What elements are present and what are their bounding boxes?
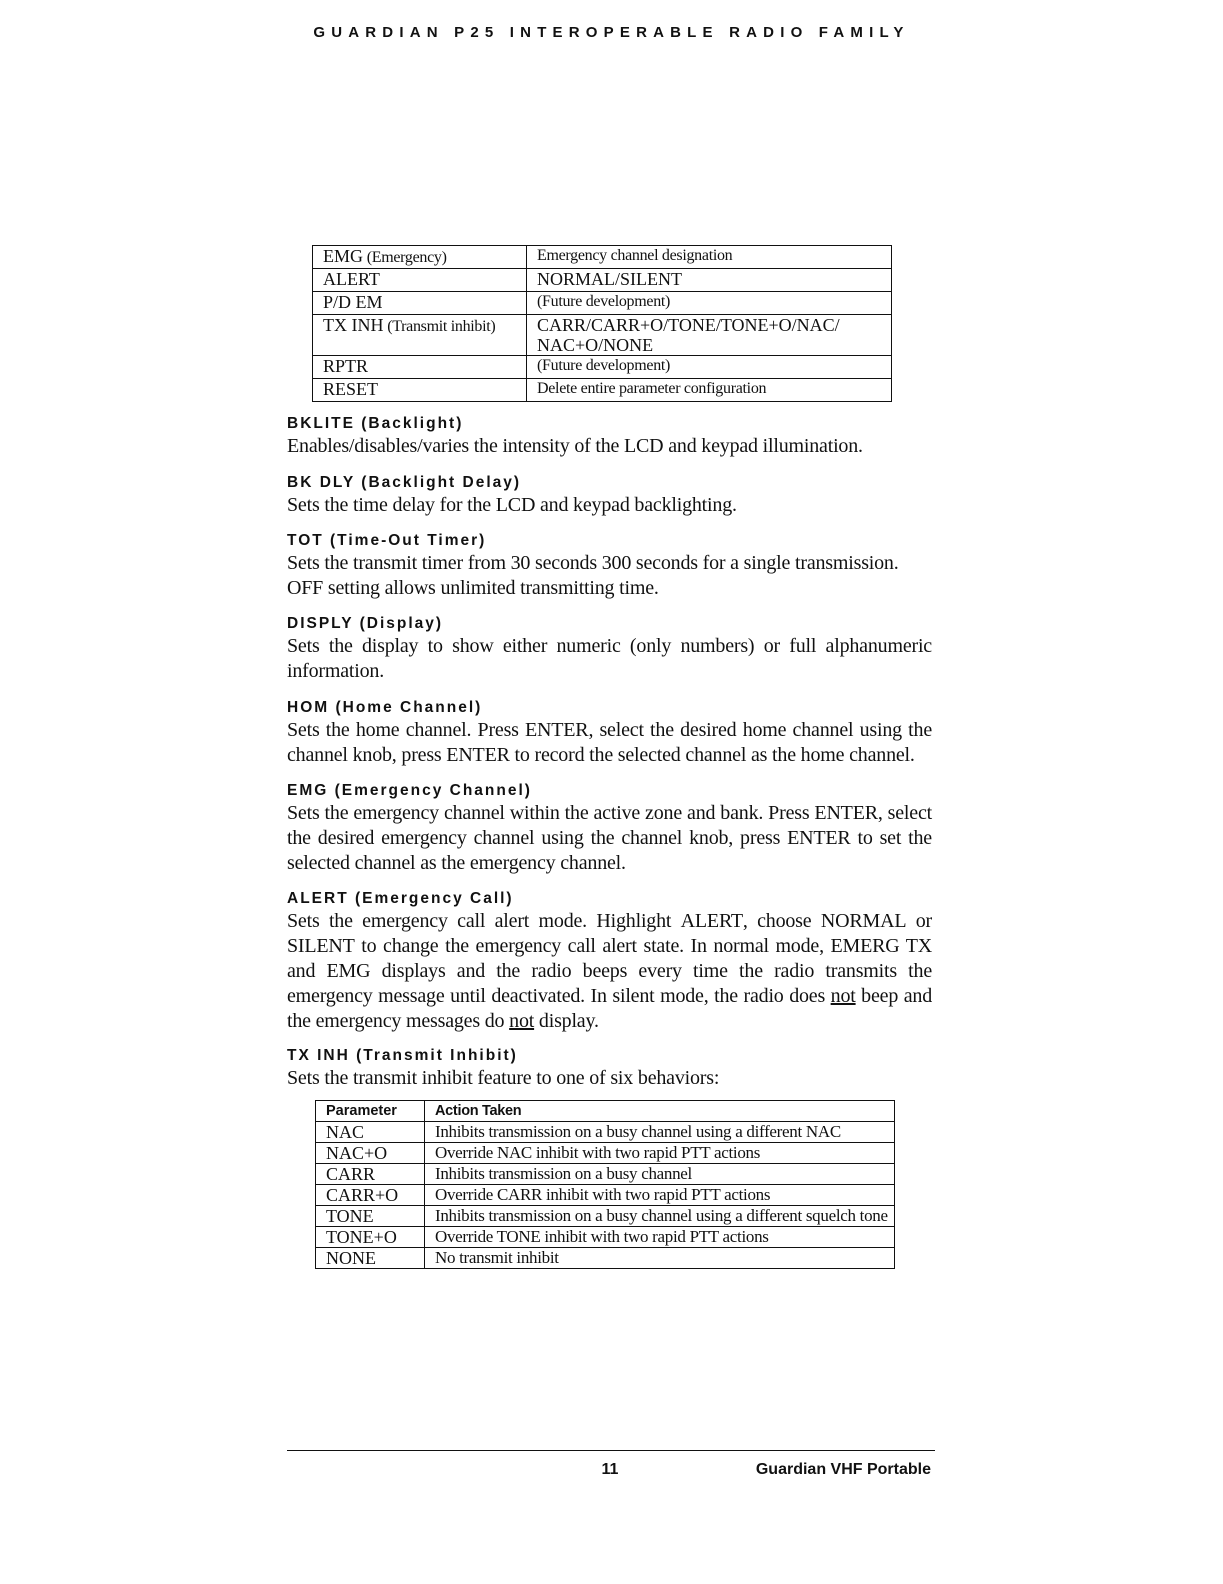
parameter-cell: TONE+O — [316, 1227, 425, 1248]
section-bklite — [287, 414, 932, 459]
action-cell: Inhibits transmission on a busy channel — [425, 1164, 895, 1185]
section-heading: BKLITE (Backlight) — [287, 415, 464, 432]
keyword-enter: ENTER — [446, 744, 510, 766]
param-name-cell: ALERT — [313, 269, 527, 292]
section-body: Sets the time delay for the LCD and keypad backlighting. — [287, 494, 737, 516]
param-name-cell: EMG (Emergency) — [313, 246, 527, 269]
section-tx-inh — [287, 1046, 932, 1091]
param-name-cell: RESET — [313, 379, 527, 402]
table-row — [316, 1122, 895, 1143]
keyword-silent: SILENT — [287, 935, 355, 957]
table-header-cell: Action Taken — [425, 1101, 895, 1122]
parameter-cell: NAC — [316, 1122, 425, 1143]
action-cell: Override TONE inhibit with two rapid PTT actions — [425, 1227, 895, 1248]
section-body: Sets the transmit inhibit feature to one of six behaviors: — [287, 1067, 720, 1089]
table-row — [313, 292, 892, 315]
keyword-emerg-tx: EMERG TX — [830, 935, 932, 957]
parameter-cell: TONE — [316, 1206, 425, 1227]
section-heading: BK DLY (Backlight Delay) — [287, 474, 522, 491]
keyword-normal: NORMAL — [820, 910, 907, 932]
running-header: GUARDIAN P25 INTEROPERABLE RADIO FAMILY — [313, 24, 910, 41]
table-row — [313, 246, 892, 269]
section-bk-dly — [287, 473, 932, 518]
table-header-cell: Parameter — [316, 1101, 425, 1122]
footer-rule — [287, 1450, 935, 1451]
keyword-alert: ALERT — [680, 910, 743, 932]
table-row — [316, 1143, 895, 1164]
param-desc-cell: CARR/CARR+O/TONE/TONE+O/NAC/ NAC+O/NONE — [527, 315, 892, 356]
table-header-row — [316, 1101, 895, 1122]
section-body: Sets the emergency call alert mode. Highlight ALERT, choose NORMAL or SILENT to change the emergency call alert state. In normal mode, EMERG TX and EMG displays and the radio beeps every time the radio transmits the emergency message until deactivated. In silent mode, the radio does not beep and the emergency messages do not display. — [287, 910, 933, 1032]
section-body: Enables/disables/varies the intensity of the LCD and keypad illumination. — [287, 435, 863, 457]
table-row — [316, 1227, 895, 1248]
param-name-cell: P/D EM — [313, 292, 527, 315]
page-number: 11 — [601, 1461, 619, 1478]
section-emg — [287, 781, 932, 876]
param-desc-cell: (Future development) — [527, 292, 892, 315]
action-cell: Inhibits transmission on a busy channel using a different squelch tone — [425, 1206, 895, 1227]
param-desc-cell: (Future development) — [527, 356, 892, 379]
action-cell: Override NAC inhibit with two rapid PTT actions — [425, 1143, 895, 1164]
keyword-enter: ENTER — [525, 719, 589, 741]
table-row — [316, 1206, 895, 1227]
table-row — [313, 269, 892, 292]
table-row — [316, 1164, 895, 1185]
parameter-table — [312, 245, 892, 402]
table-row — [313, 379, 892, 402]
table-row — [313, 315, 892, 356]
action-cell: Inhibits transmission on a busy channel using a different NAC — [425, 1122, 895, 1143]
section-body: Sets the emergency channel within the active zone and bank. Press ENTER, select the desired emergency channel using the channel knob, press ENTER to set the selected channel as the emergency channel. — [287, 802, 932, 874]
table-row — [316, 1185, 895, 1206]
section-heading: TOT (Time-Out Timer) — [287, 532, 487, 549]
param-name-cell: RPTR — [313, 356, 527, 379]
param-desc-cell: Emergency channel designation — [527, 246, 892, 269]
section-body: Sets the display to show either numeric (only numbers) or full alphanumeric information. — [287, 635, 932, 682]
section-hom — [287, 698, 932, 768]
keyword-enter: ENTER — [787, 827, 851, 849]
section-heading: ALERT (Emergency Call) — [287, 890, 514, 907]
section-disply — [287, 614, 932, 684]
footer-doc-title: Guardian VHF Portable — [755, 1461, 931, 1478]
keyword-enter: ENTER — [814, 802, 878, 824]
section-heading: TX INH (Transmit Inhibit) — [287, 1047, 518, 1064]
section-body: Sets the transmit timer from 30 seconds 300 seconds for a single transmission. OFF setting allows unlimited transmitting time. — [287, 552, 899, 599]
section-heading: HOM (Home Channel) — [287, 699, 483, 716]
section-heading: DISPLY (Display) — [287, 615, 444, 632]
transmit-inhibit-table — [315, 1100, 895, 1269]
table-row — [316, 1248, 895, 1269]
table-row — [313, 356, 892, 379]
parameter-cell: NAC+O — [316, 1143, 425, 1164]
action-cell: No transmit inhibit — [425, 1248, 895, 1269]
keyword-off: OFF — [287, 577, 324, 599]
parameter-cell: NONE — [316, 1248, 425, 1269]
section-body: Sets the home channel. Press ENTER, select the desired home channel using the channel knob, press ENTER to record the selected channel as the home channel. — [287, 719, 932, 766]
param-desc-cell: NORMAL/SILENT — [527, 269, 892, 292]
parameter-cell: CARR+O — [316, 1185, 425, 1206]
section-alert — [287, 889, 932, 1034]
parameter-cell: CARR — [316, 1164, 425, 1185]
param-desc-cell: Delete entire parameter configuration — [527, 379, 892, 402]
keyword-emg: EMG — [326, 960, 371, 982]
param-name-cell: TX INH (Transmit inhibit) — [313, 315, 527, 356]
section-heading: EMG (Emergency Channel) — [287, 782, 532, 799]
action-cell: Override CARR inhibit with two rapid PTT actions — [425, 1185, 895, 1206]
section-tot — [287, 531, 932, 601]
